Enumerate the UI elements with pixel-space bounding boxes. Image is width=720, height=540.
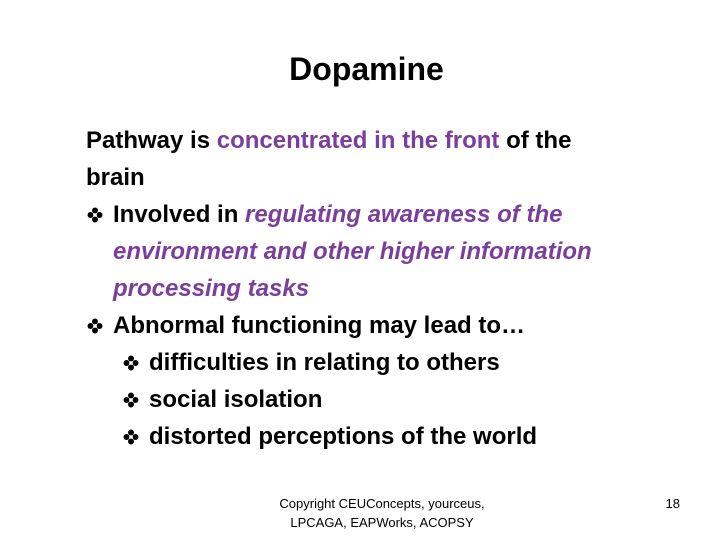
bullet-involved-line-1 — [113, 196, 706, 233]
sub-bullet-item — [122, 381, 706, 418]
slide-body — [86, 122, 706, 455]
bullet-involved-lead: Involved in — [113, 201, 246, 228]
footer-line-1: Copyright CEUConcepts, yourceus, — [279, 496, 485, 511]
diamond-bullet-icon — [122, 428, 140, 446]
intro-paragraph — [86, 122, 706, 196]
slide-title: Dopamine — [289, 51, 444, 87]
bullet-abnormal — [86, 307, 706, 344]
intro-line-1 — [86, 127, 571, 154]
bullet-involved-emphasis-2: environment and other higher information — [113, 238, 592, 265]
intro-text-end: of the — [499, 127, 572, 154]
diamond-bullet-icon — [86, 206, 104, 224]
sub-bullet-text: distorted perceptions of the world — [149, 423, 538, 450]
bullet-involved — [86, 196, 706, 307]
sub-bullet-item — [122, 344, 706, 381]
intro-line-2: brain — [86, 164, 145, 191]
diamond-bullet-icon — [86, 317, 104, 335]
diamond-bullet-icon — [122, 354, 140, 372]
copyright-footer — [250, 494, 514, 532]
intro-highlight: concentrated in the front — [216, 127, 500, 154]
page-number: 18 — [665, 496, 680, 511]
bullet-involved-emphasis-1: regulating awareness of the — [245, 201, 563, 228]
sub-bullet-item — [122, 418, 706, 455]
diamond-bullet-icon — [122, 391, 140, 409]
intro-text-start: Pathway is — [86, 127, 217, 154]
footer-line-2: LPCAGA, EAPWorks, ACOPSY — [290, 515, 474, 530]
bullet-involved-emphasis-3: processing tasks — [113, 275, 310, 302]
sub-bullet-text: social isolation — [149, 386, 323, 413]
sub-bullet-text: difficulties in relating to others — [149, 349, 500, 376]
bullet-abnormal-text: Abnormal functioning may lead to… — [113, 312, 526, 339]
